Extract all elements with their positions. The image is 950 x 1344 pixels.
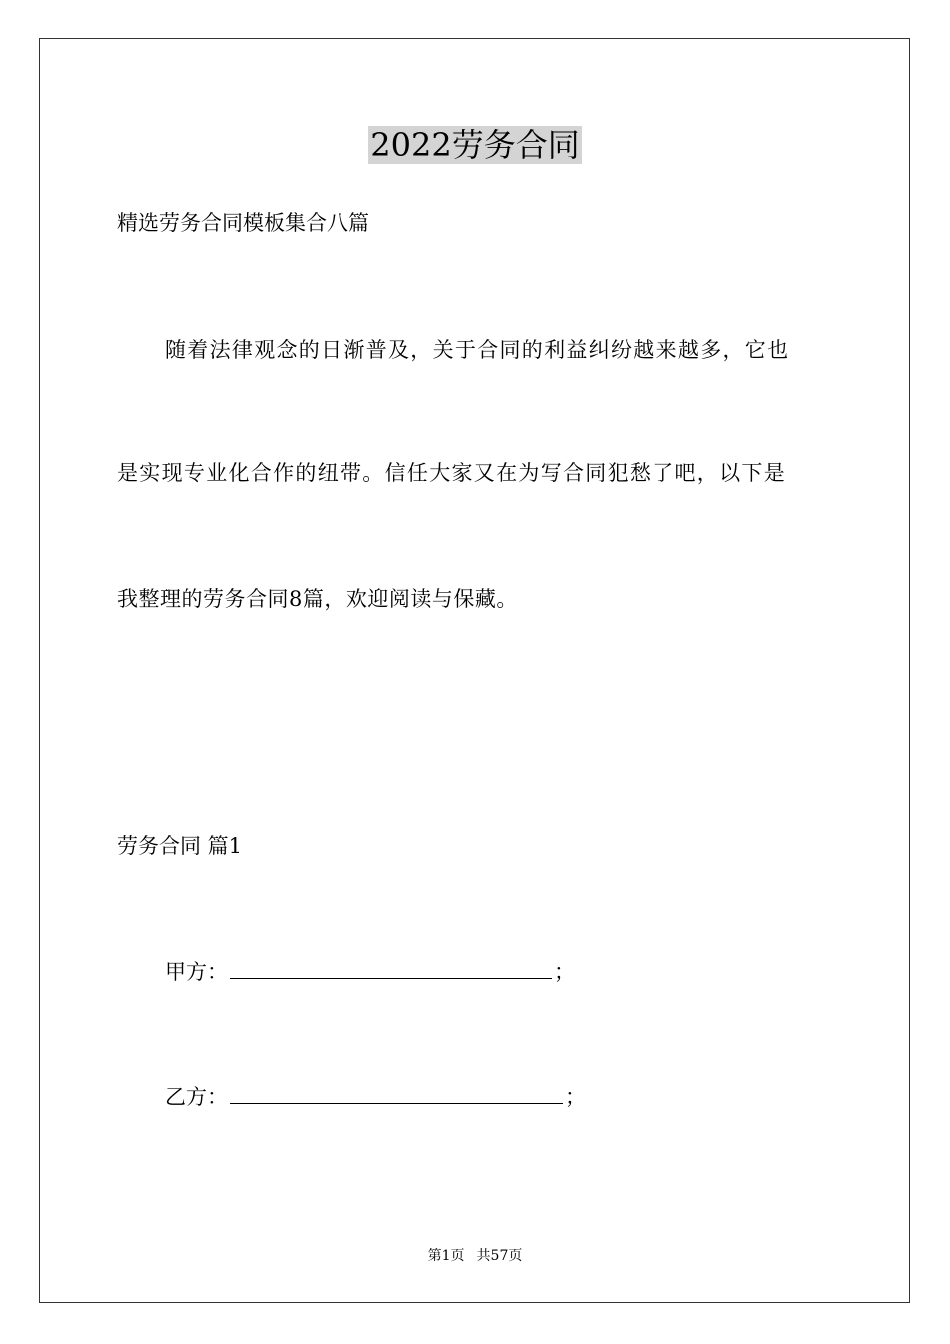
page-total: 共57页 (476, 1248, 523, 1264)
party-b-field (165, 1083, 586, 1111)
document-title (0, 122, 950, 168)
party-b-label: 乙方： (165, 1085, 228, 1109)
intro-line-3: 我整理的劳务合同8篇，欢迎阅读与保藏。 (117, 587, 518, 611)
section-heading: 劳务合同 篇1 (117, 834, 243, 858)
party-a-blank (230, 958, 552, 979)
page-footer (0, 1246, 950, 1266)
intro-line-2: 是实现专业化合作的纽带。信任大家又在为写合同犯愁了吧，以下是 (117, 461, 786, 485)
page-current: 第1页 (427, 1248, 465, 1264)
party-a-field (165, 958, 575, 986)
party-a-label: 甲方： (165, 960, 228, 984)
document-title-text: 2022劳务合同 (370, 126, 580, 164)
intro-line-1: 随着法律观念的日渐普及，关于合同的利益纠纷越来越多，它也 (165, 338, 790, 362)
party-b-blank (230, 1083, 563, 1104)
party-b-end: ； (565, 1085, 586, 1109)
party-a-end: ； (554, 960, 575, 984)
document-subtitle: 精选劳务合同模板集合八篇 (117, 211, 369, 235)
